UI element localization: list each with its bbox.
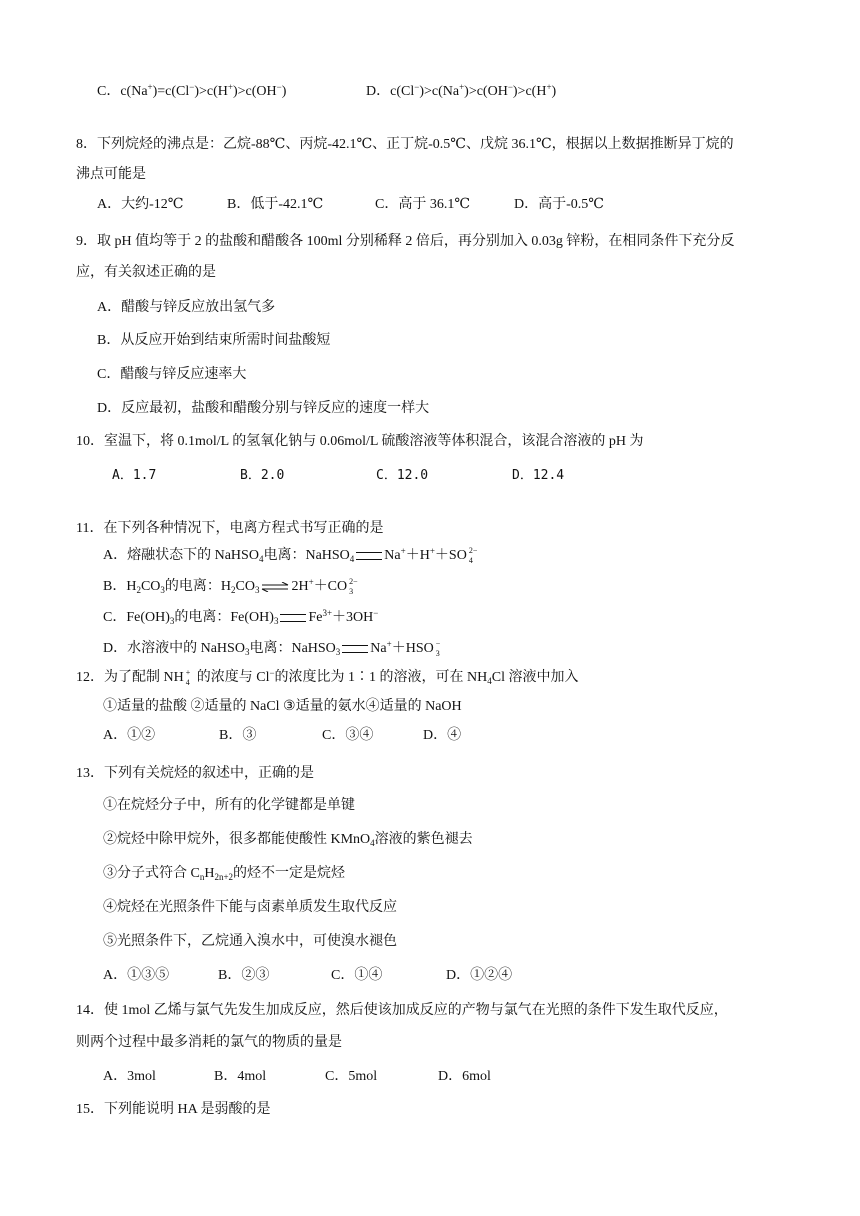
superscript: + <box>546 82 552 92</box>
q7-option-d <box>366 83 556 101</box>
q9-option-a: A．醋酸与锌反应放出氢气多 <box>97 300 276 315</box>
text: C．Fe(OH) <box>103 610 170 625</box>
stacked-index <box>468 545 478 565</box>
text: )>c(Na <box>419 84 460 99</box>
text: 溶液的紫色褪去 <box>374 832 473 847</box>
text: 电离：NaHSO <box>249 641 336 656</box>
q12-option-a: A．①② <box>103 728 156 743</box>
q10-stem: 10．室温下，将 0.1mol/L 的氢氧化钠与 0.06mol/L 硫酸溶液等体积混合，该混合溶液的 pH 为 <box>76 434 644 449</box>
q12-option-c: C．③④ <box>322 728 374 743</box>
text: 电离：NaHSO <box>263 548 350 563</box>
superscript: + <box>400 546 406 556</box>
subscript: 4 <box>468 555 473 565</box>
stacked-index <box>185 667 195 687</box>
subscript: 2n+2 <box>214 872 234 882</box>
superscript: − <box>507 82 513 92</box>
text: 的电离：H <box>164 579 232 594</box>
q13-option-c: C．①④ <box>331 968 383 983</box>
subscript: 3 <box>160 585 165 595</box>
text: ) <box>551 84 557 99</box>
q10-option-d: D．12.4 <box>512 468 565 483</box>
subscript: 3 <box>435 648 440 658</box>
text: 12．为了配制 NH <box>76 670 184 685</box>
text: ＋SO <box>434 548 467 563</box>
q12-option-b: B．③ <box>219 728 257 743</box>
superscript: − <box>189 82 195 92</box>
superscript: + <box>185 667 191 677</box>
stacked-index <box>348 576 358 596</box>
q12-option-d: D．④ <box>423 728 462 743</box>
text: A．熔融状态下的 NaHSO <box>103 548 259 563</box>
text: )>c(OH <box>464 84 508 99</box>
text: ＋H <box>405 548 430 563</box>
subscript: 3 <box>254 585 260 595</box>
q10-option-b: B．2.0 <box>240 468 285 483</box>
text: c(Cl <box>390 84 415 99</box>
text: 的浓度比为 1∶1 的溶液，可在 NH <box>274 670 488 685</box>
q11-option-d <box>103 640 447 658</box>
text: D．水溶液中的 NaHSO <box>103 641 245 656</box>
option-letter: C． <box>97 84 121 99</box>
subscript: 4 <box>487 676 492 686</box>
text: ) <box>281 84 287 99</box>
superscript: + <box>227 82 233 92</box>
q8-stem-line1: 8．下列烷烃的沸点是：乙烷-88℃、丙烷-42.1℃、正丁烷-0.5℃、戊烷 36.1℃，根据以上数据推断异丁烷的 <box>76 137 734 152</box>
subscript: 3 <box>349 586 354 596</box>
q11-option-a <box>103 547 480 565</box>
q13-option-d: D．①②④ <box>446 968 513 983</box>
text: 2H <box>291 579 309 594</box>
subscript: 4 <box>185 677 190 687</box>
subscript: 3 <box>244 647 250 657</box>
q13-option-b: B．②③ <box>218 968 270 983</box>
text: B．H <box>103 579 137 594</box>
text: ②烷烃中除甲烷外，很多都能使酸性 KMnO <box>103 832 371 847</box>
q8-stem-line2: 沸点可能是 <box>76 167 146 182</box>
subscript: 4 <box>349 554 355 564</box>
q13-option-a: A．①③⑤ <box>103 968 170 983</box>
subscript: 4 <box>258 554 264 564</box>
text: ③分子式符合 C <box>103 866 200 881</box>
text: ＋HSO <box>391 641 434 656</box>
subscript: 2 <box>136 585 141 595</box>
q10-option-c: C．12.0 <box>376 468 429 483</box>
q13-item-5: ⑤光照条件下，乙烷通入溴水中，可使溴水褪色 <box>103 934 397 949</box>
text: Fe <box>308 610 323 625</box>
superscript: − <box>269 668 275 678</box>
superscript: 2− <box>349 576 358 586</box>
option-letter: D． <box>366 84 391 99</box>
q14-option-d: D．6mol <box>438 1069 491 1084</box>
subscript: 3 <box>335 647 341 657</box>
text: )>c(H <box>512 84 547 99</box>
q8-option-d: D．高于-0.5℃ <box>514 197 604 212</box>
q13-item-4: ④烷烃在光照条件下能与卤素单质发生取代反应 <box>103 900 397 915</box>
superscript: + <box>308 577 314 587</box>
q11-option-c <box>103 609 378 627</box>
equals-arrow-icon <box>280 614 306 622</box>
q13-item-1: ①在烷烃分子中，所有的化学键都是单键 <box>103 798 355 813</box>
q14-option-a: A．3mol <box>103 1069 156 1084</box>
q8-option-b: B．低于-42.1℃ <box>227 197 324 212</box>
q9-stem-line2: 应，有关叙述正确的是 <box>76 265 216 280</box>
q9-stem-line1: 9．取 pH 值均等于 2 的盐酸和醋酸各 100ml 分别稀释 2 倍后，再分别加入 0.03g 锌粉，在相同条件下充分反 <box>76 234 735 249</box>
q9-option-c: C．醋酸与锌反应速率大 <box>97 367 247 382</box>
stacked-index <box>435 638 445 658</box>
text: )>c(H <box>194 84 228 99</box>
q14-option-b: B．4mol <box>214 1069 267 1084</box>
q11-option-b <box>103 578 360 596</box>
text: CO <box>235 579 255 594</box>
q9-option-b: B．从反应开始到结束所需时间盐酸短 <box>97 333 331 348</box>
q14-stem-line2: 则两个过程中最多消耗的氯气的物质的量是 <box>76 1035 342 1050</box>
text: Na <box>384 548 401 563</box>
superscript: − <box>435 638 441 648</box>
superscript: 2− <box>468 545 478 555</box>
text: 的电离：Fe(OH) <box>174 610 274 625</box>
q14-option-c: C．5mol <box>325 1069 378 1084</box>
text: 的烃不一定是烷烃 <box>233 866 346 881</box>
q12-choices: ①适量的盐酸 ②适量的 NaCl ③适量的氨水④适量的 NaOH <box>103 699 462 714</box>
subscript: 3 <box>169 616 175 626</box>
text: H <box>204 866 215 881</box>
superscript: + <box>147 82 153 92</box>
q12-stem <box>76 669 579 687</box>
superscript: − <box>373 608 379 618</box>
text: )>c(OH <box>233 84 277 99</box>
superscript: − <box>414 82 420 92</box>
q10-option-a: A．1.7 <box>112 468 157 483</box>
subscript: 2 <box>231 585 236 595</box>
text: CO <box>140 579 161 594</box>
subscript: n <box>199 872 205 882</box>
subscript: 3 <box>273 616 279 626</box>
text: )=c(Cl <box>152 84 190 99</box>
superscript: + <box>459 82 465 92</box>
equals-arrow-icon <box>342 645 368 653</box>
text: Na <box>370 641 387 656</box>
q9-option-d: D．反应最初，盐酸和醋酸分别与锌反应的速度一样大 <box>97 401 430 416</box>
superscript: + <box>386 639 392 649</box>
subscript: 4 <box>370 838 375 848</box>
q8-option-a: A．大约-12℃ <box>97 197 184 212</box>
q8-option-c: C．高于 36.1℃ <box>375 197 470 212</box>
superscript: + <box>429 546 435 556</box>
reversible-arrow-icon <box>261 582 289 592</box>
q7-option-c <box>97 83 286 101</box>
superscript: − <box>276 82 282 92</box>
text: c(Na <box>120 84 148 99</box>
text: ＋CO <box>313 579 348 594</box>
q13-item-3 <box>103 865 345 883</box>
text: 的浓度与 Cl <box>196 670 270 685</box>
text: Cl 溶液中加入 <box>491 670 579 685</box>
equals-arrow-icon <box>356 552 382 560</box>
q11-stem: 11．在下列各种情况下，电离方程式书写正确的是 <box>76 521 384 536</box>
q13-stem: 13．下列有关烷烃的叙述中，正确的是 <box>76 766 314 781</box>
text: ＋3OH <box>332 610 374 625</box>
q14-stem-line1: 14．使 1mol 乙烯与氯气先发生加成反应，然后使该加成反应的产物与氯气在光照的条件下发生取代反应， <box>76 1003 728 1018</box>
q13-item-2 <box>103 831 473 849</box>
q15-stem: 15．下列能说明 HA 是弱酸的是 <box>76 1102 271 1117</box>
superscript: 3+ <box>322 608 333 618</box>
